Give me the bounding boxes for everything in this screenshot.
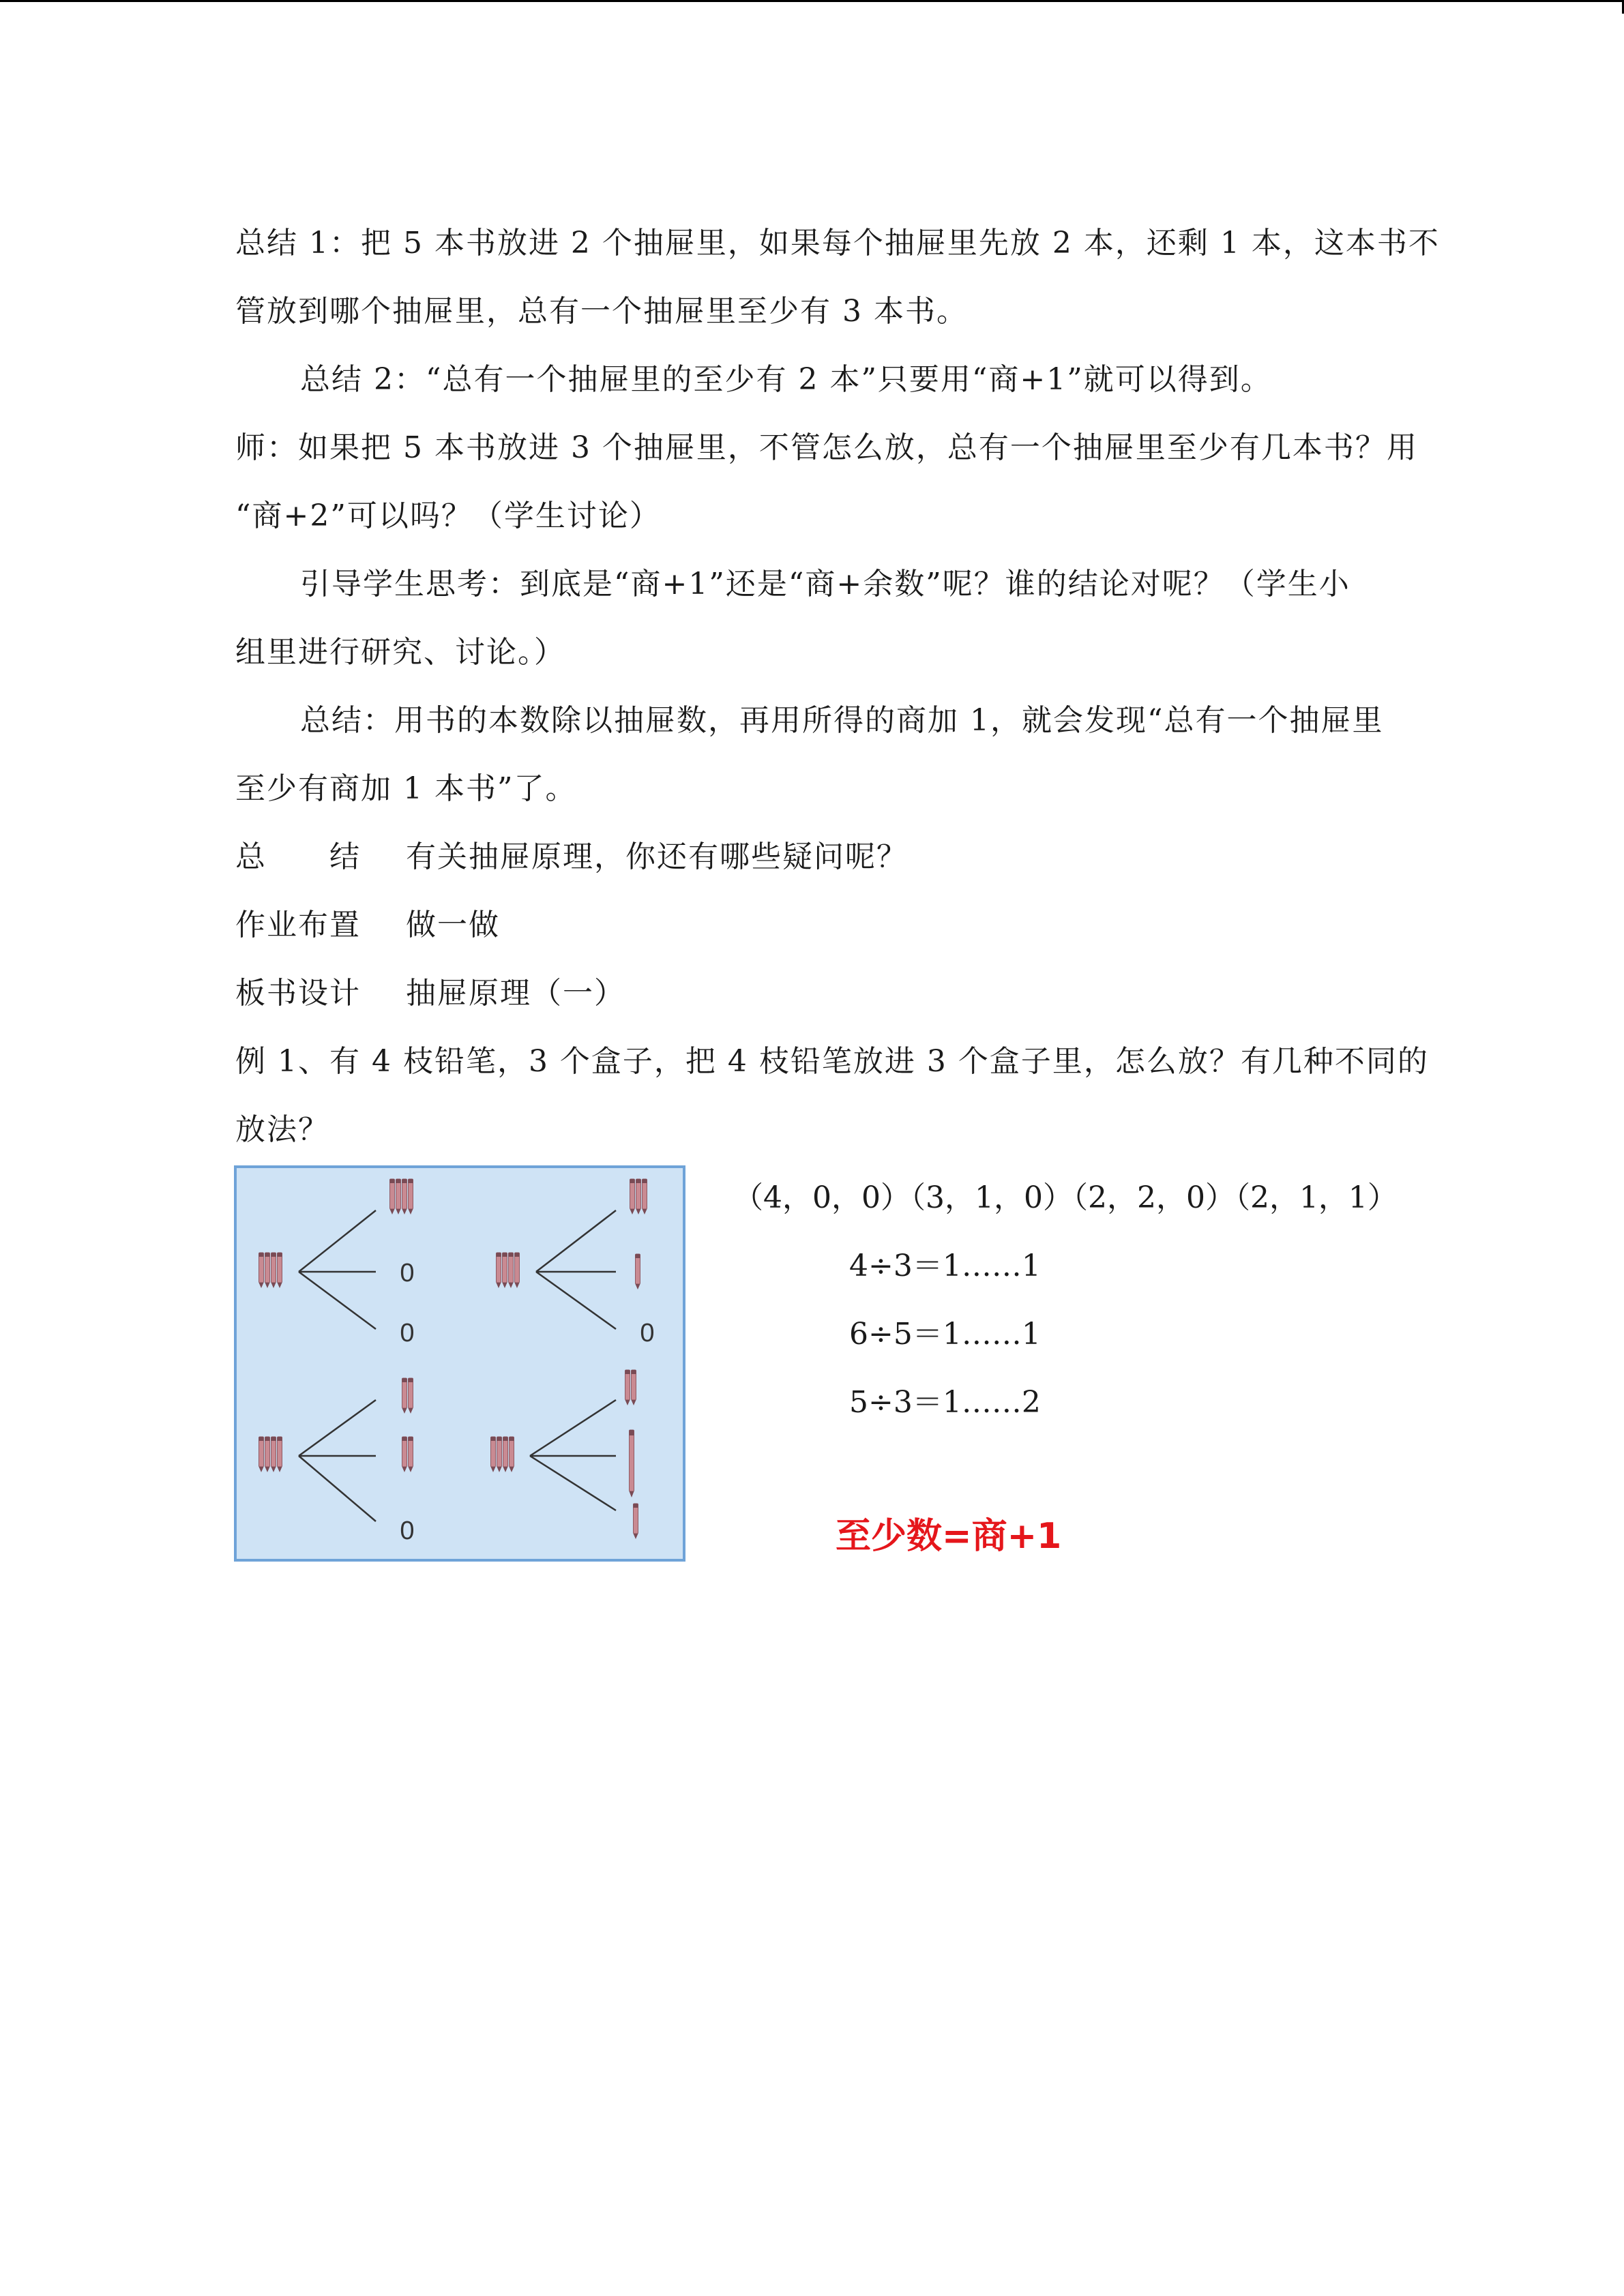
group-4-middle-pencil (630, 1430, 634, 1497)
homework-text: 做一做 (406, 908, 500, 942)
group-4-bottom-pencil (634, 1504, 638, 1539)
group-2-bottom-zero: 0 (640, 1319, 655, 1347)
paragraph-conclusion-line-1: 总结：用书的本数除以抽屉数，再用所得的商加 1，就会发现“总有一个抽屉里 (300, 703, 1384, 738)
paragraph-summary-2: 总结 2：“总有一个抽屉里的至少有 2 本”只要用“商+1”就可以得到。 (300, 362, 1272, 397)
group-2-middle-pencil (636, 1254, 640, 1289)
summary-label: 总 结 (235, 839, 361, 874)
group-1-middle-zero: 0 (400, 1259, 415, 1287)
paragraph-teacher-line-1: 师：如果把 5 本书放进 3 个抽屉里，不管怎么放，总有一个抽屉里至少有几本书？用 (235, 430, 1418, 465)
paragraph-summary-1-line-2: 管放到哪个抽屉里，总有一个抽屉里至少有 3 本书。 (235, 294, 968, 329)
board-text: 抽屉原理（一） (406, 976, 625, 1011)
board-label: 板书设计 (235, 976, 361, 1011)
group-2-top-pencils (630, 1179, 647, 1214)
equation-1: 4÷3＝1……1 (849, 1249, 1041, 1283)
page-top-border (0, 0, 1624, 2)
summary-text: 有关抽屉原理，你还有哪些疑问呢？ (406, 839, 908, 874)
paragraph-conclusion-line-2: 至少有商加 1 本书”了。 (235, 771, 577, 806)
paragraph-teacher-line-2: “商+2”可以吗？（学生讨论） (235, 498, 661, 533)
example-line-1: 例 1、有 4 枝铅笔，3 个盒子，把 4 枝铅笔放进 3 个盒子里，怎么放？有几种不同的 (235, 1044, 1429, 1079)
pencil-distribution-diagram (234, 1165, 685, 1562)
conclusion-formula: 至少数=商+1 (836, 1516, 1062, 1557)
homework-row (235, 905, 500, 946)
summary-row (235, 837, 908, 878)
distribution-list: （4，0，0）（3，1，0）（2，2，0）（2，1，1） (733, 1180, 1398, 1215)
diagram-panel (235, 1167, 684, 1560)
group-1-bottom-zero: 0 (400, 1319, 415, 1347)
paragraph-summary-1-line-1: 总结 1：把 5 本书放进 2 个抽屉里，如果每个抽屉里先放 2 本，还剩 1 本，这本书不 (235, 226, 1440, 260)
equation-2: 6÷5＝1……1 (849, 1317, 1041, 1352)
board-row (235, 973, 625, 1014)
group-3-bottom-zero: 0 (400, 1517, 415, 1545)
example-line-2: 放法？ (235, 1112, 329, 1147)
equation-3: 5÷3＝1……2 (849, 1385, 1041, 1420)
homework-label: 作业布置 (235, 908, 361, 942)
paragraph-guide-line-2: 组里进行研究、讨论。） (235, 635, 565, 670)
paragraph-guide-line-1: 引导学生思考：到底是“商+1”还是“商+余数”呢？谁的结论对呢？（学生小 (300, 567, 1350, 601)
